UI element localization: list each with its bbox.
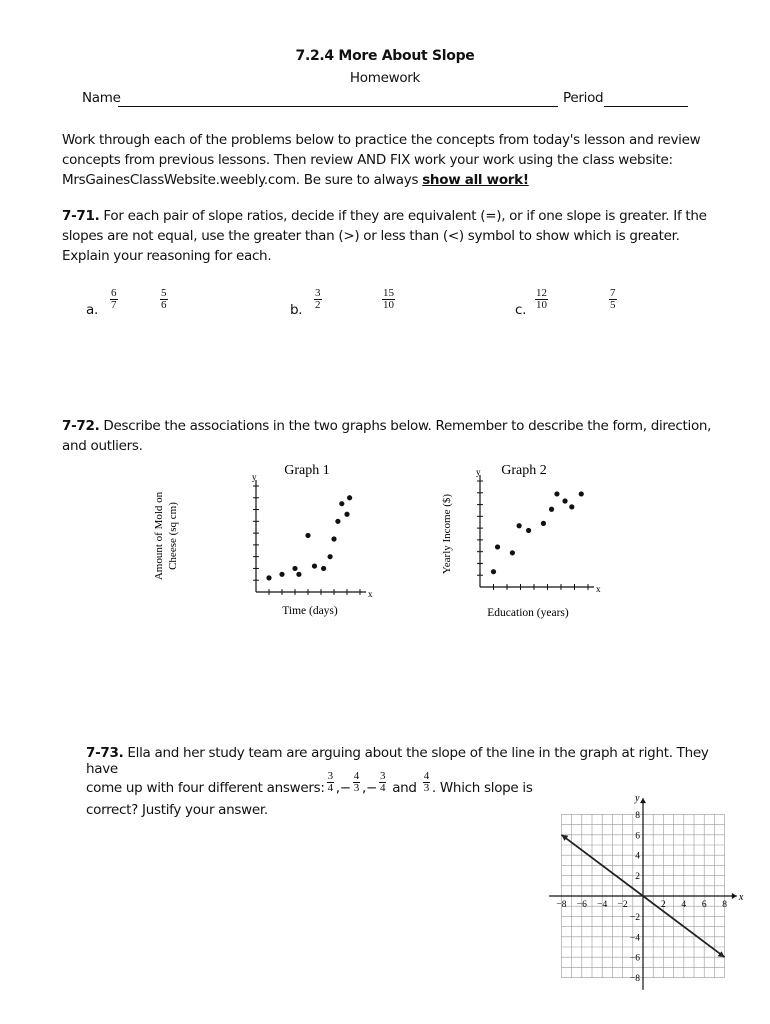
x-tick-label: 4 <box>681 900 687 910</box>
data-point <box>491 569 496 574</box>
y-tick-label: −2 <box>629 912 640 923</box>
name-label: Name <box>82 90 121 106</box>
problem-73-text-1: Ella and her study team are arguing about the slope of the line in the graph at right. They have <box>86 745 709 777</box>
pair-a-label: a. <box>86 302 98 318</box>
pair-a-fraction-1: $\frac{6}{7}$ <box>111 287 117 311</box>
x-axis-letter: x <box>596 584 601 594</box>
pair-b-fraction-2: $\frac{15}{10}$ <box>383 287 394 311</box>
graph-1-title: Graph 1 <box>284 463 330 478</box>
pair-a-fraction-2: $\frac{5}{6}$ <box>161 287 167 311</box>
problem-72 <box>62 416 712 456</box>
problem-73-text-2b: . Which slope is <box>431 780 533 796</box>
y-axis-letter: y <box>252 472 257 482</box>
data-point <box>292 566 297 571</box>
y-tick-label: 2 <box>635 872 640 883</box>
graph-1-ylabel <box>153 491 179 580</box>
y-tick-label: 6 <box>635 831 640 842</box>
problem-73-text-3: correct? Justify your answer. <box>86 802 268 818</box>
answer-2: $\frac{4}{3}$ <box>353 769 359 794</box>
data-point <box>279 572 284 577</box>
problem-73-text-2: come up with four different answers: <box>86 780 325 796</box>
coordinate-grid <box>548 788 748 990</box>
x-arrow <box>732 893 737 899</box>
problem-73-number: 7-73. <box>86 745 124 761</box>
graph-2 <box>436 456 616 624</box>
problem-72-number: 7-72. <box>62 418 100 434</box>
period-field[interactable] <box>604 92 688 107</box>
y-tick-label: −8 <box>629 974 640 985</box>
y-axis-letter: y <box>635 793 640 805</box>
data-point <box>331 536 336 541</box>
y-tick-label: 4 <box>635 851 640 862</box>
x-axis-letter: x <box>738 892 744 903</box>
pair-c <box>515 288 635 318</box>
y-tick-label: −4 <box>629 933 640 944</box>
y-axis-letter: y <box>476 467 481 477</box>
data-point <box>562 498 567 503</box>
x-axis-letter: x <box>368 589 373 599</box>
pair-b-label: b. <box>290 302 303 318</box>
x-tick-label: 6 <box>701 900 707 910</box>
intro-emphasis: show all work! <box>422 172 529 188</box>
page-title: 7.2.4 More About Slope <box>295 48 475 64</box>
data-point <box>569 504 574 509</box>
data-point <box>510 550 515 555</box>
graph-1-ylabel-line-1: Amount of Mold on <box>153 491 165 581</box>
data-point <box>526 528 531 533</box>
y-tick-label: 8 <box>635 810 640 821</box>
x-tick-label: −4 <box>597 900 608 910</box>
problem-71-text: For each pair of slope ratios, decide if they are equivalent (=), or if one slope is greater. If the slopes are not equal, use the greater than (>) or less than (<) symbol to show which is greater. Explain your reasoning for each. <box>62 208 707 264</box>
intro-text: Work through each of the problems below to practice the concepts from today's lesson and review concepts from previous lessons. Then review AND FIX work your work using the class website: MrsGainesClassWebsite.weebly.com. Be sure to always <box>62 132 701 188</box>
name-field[interactable] <box>118 92 558 107</box>
pair-c-fraction-2: $\frac{7}{5}$ <box>610 287 616 311</box>
answer-1: $\frac{3}{4}$ <box>327 769 333 794</box>
data-point <box>549 507 554 512</box>
data-point <box>266 575 271 580</box>
y-arrow <box>640 798 646 803</box>
graph-2-xlabel: Education (years) <box>487 607 569 619</box>
data-point <box>339 501 344 506</box>
data-point <box>296 572 301 577</box>
pair-a <box>86 288 186 318</box>
y-tick-label: −6 <box>629 953 640 964</box>
graph-1 <box>153 456 390 624</box>
problem-71 <box>62 206 712 266</box>
intro-paragraph <box>62 130 712 190</box>
data-point <box>554 491 559 496</box>
data-point <box>305 533 310 538</box>
data-point <box>347 495 352 500</box>
page-subtitle: Homework <box>349 70 421 86</box>
answer-3: $\frac{3}{4}$ <box>380 769 386 794</box>
data-point <box>344 512 349 517</box>
data-point <box>335 519 340 524</box>
problem-71-number: 7-71. <box>62 208 100 224</box>
x-tick-label: 8 <box>722 900 727 910</box>
pair-b-fraction-1: $\frac{3}{2}$ <box>315 287 321 311</box>
x-tick-label: 2 <box>661 900 666 910</box>
data-point <box>312 563 317 568</box>
data-point <box>579 491 584 496</box>
data-point <box>517 523 522 528</box>
problem-72-text: Describe the associations in the two graphs below. Remember to describe the form, direction, and outliers. <box>62 418 712 454</box>
pair-c-fraction-1: $\frac{12}{10}$ <box>536 287 547 311</box>
graph-2-title: Graph 2 <box>501 463 547 478</box>
problem-73-line-2: come up with four different answers: $\frac{3}{4}$ , − $\frac{4}{3}$ , − $\frac{3}{4}$ and $\frac{4}{3}$ . Which slope is <box>86 769 533 796</box>
graph-2-ylabel: Yearly Income ($) <box>441 493 453 575</box>
data-point <box>328 554 333 559</box>
pair-b <box>290 288 410 318</box>
x-tick-label: −8 <box>556 900 567 910</box>
answer-4: $\frac{4}{3}$ <box>423 769 429 794</box>
data-point <box>495 544 500 549</box>
graph-1-ylabel-line-2: Cheese (sq cm) <box>167 502 179 570</box>
data-point <box>541 521 546 526</box>
and-word: and <box>392 780 417 796</box>
x-tick-label: −2 <box>617 900 628 910</box>
period-label: Period <box>563 90 604 106</box>
pair-c-label: c. <box>515 302 527 318</box>
x-tick-label: −6 <box>576 900 587 910</box>
graph-1-xlabel: Time (days) <box>282 605 338 617</box>
data-point <box>321 566 326 571</box>
